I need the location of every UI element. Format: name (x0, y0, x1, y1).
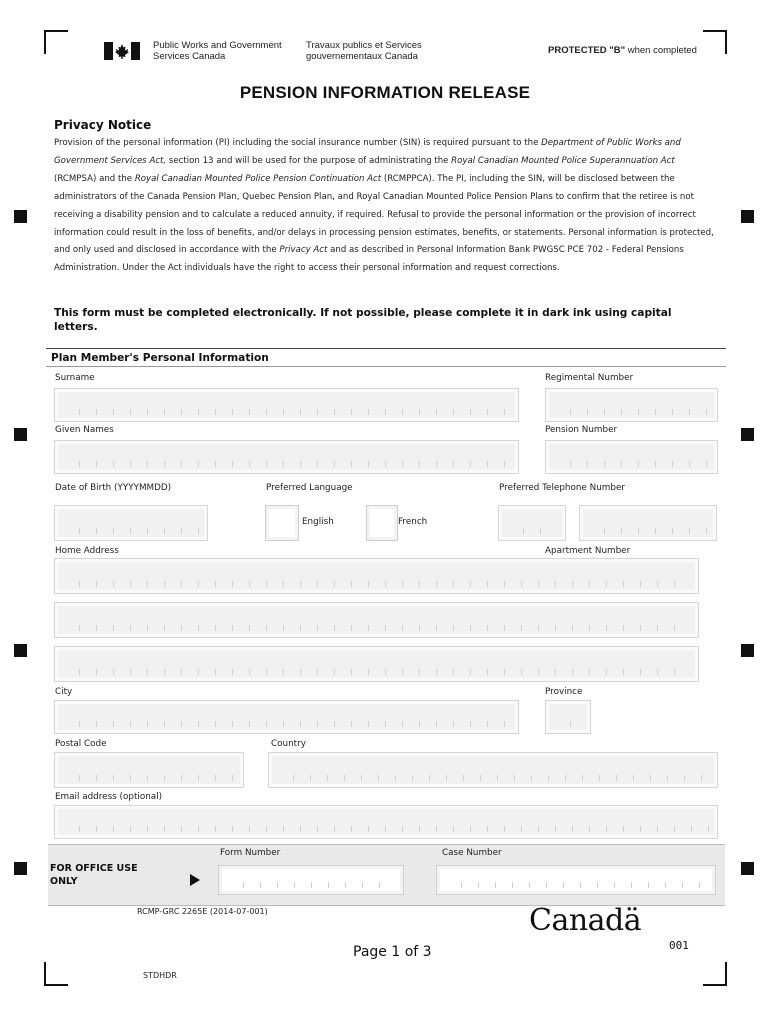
postal-code-field[interactable] (54, 752, 244, 788)
pension-number-label: Pension Number (545, 425, 618, 435)
province-label: Province (545, 687, 583, 697)
case-number-label: Case Number (442, 848, 502, 858)
section-heading: Plan Member's Personal Information (51, 352, 269, 364)
given-names-label: Given Names (55, 425, 114, 435)
office-use-label: FOR OFFICE USE ONLY (50, 863, 138, 887)
province-field[interactable] (545, 700, 591, 734)
registration-mark (14, 428, 27, 441)
telephone-number-field[interactable] (579, 505, 717, 541)
registration-mark (741, 210, 754, 223)
crop-mark-top-right (703, 30, 727, 54)
registration-mark (741, 428, 754, 441)
form-number-field[interactable] (218, 865, 404, 895)
city-field[interactable] (54, 700, 519, 734)
form-number-label: Form Number (220, 848, 281, 858)
arrow-right-icon (190, 874, 200, 886)
home-address-line1-field[interactable] (54, 558, 699, 594)
english-option-label: English (302, 517, 334, 527)
registration-mark (14, 644, 27, 657)
registration-mark (741, 644, 754, 657)
email-label: Email address (optional) (55, 792, 163, 802)
home-address-label: Home Address (55, 546, 119, 556)
registration-mark (14, 862, 27, 875)
country-field[interactable] (268, 752, 718, 788)
city-label: City (55, 687, 73, 697)
crop-mark-bottom-left (44, 962, 68, 986)
stdhdr-code: STDHDR (143, 971, 177, 980)
apartment-number-label: Apartment Number (545, 546, 631, 556)
date-of-birth-field[interactable] (54, 505, 208, 541)
form-title: PENSION INFORMATION RELEASE (239, 83, 531, 102)
sequence-number: 001 (669, 939, 689, 952)
country-label: Country (271, 739, 306, 749)
surname-label: Surname (55, 373, 95, 383)
date-of-birth-label: Date of Birth (YYYYMMDD) (55, 483, 172, 493)
postal-code-label: Postal Code (55, 739, 107, 749)
registration-mark (741, 862, 754, 875)
email-field[interactable] (54, 805, 718, 839)
privacy-notice-heading: Privacy Notice (54, 118, 152, 132)
regimental-number-field[interactable] (545, 388, 718, 422)
completion-instruction: This form must be completed electronically. If not possible, please complete it in dark ink using capital letters. (54, 307, 672, 333)
regimental-number-label: Regimental Number (545, 373, 634, 383)
french-checkbox[interactable] (366, 505, 398, 541)
given-names-field[interactable] (54, 440, 519, 474)
section-divider (46, 348, 726, 349)
preferred-telephone-label: Preferred Telephone Number (499, 483, 625, 493)
crop-mark-bottom-right (703, 962, 727, 986)
department-name-en: Public Works and Government Services Canada (153, 40, 282, 62)
section-divider (46, 366, 726, 367)
department-name-fr: Travaux publics et Services gouvernementaux Canada (306, 40, 422, 62)
crop-mark-top-left (44, 30, 68, 54)
registration-mark (14, 210, 27, 223)
home-address-line3-field[interactable] (54, 646, 699, 682)
preferred-language-label: Preferred Language (266, 483, 353, 493)
canada-wordmark: Canadä (529, 903, 642, 938)
case-number-field[interactable] (436, 865, 716, 895)
surname-field[interactable] (54, 388, 519, 422)
french-option-label: French (398, 517, 428, 527)
english-checkbox[interactable] (265, 505, 299, 541)
pension-number-field[interactable] (545, 440, 718, 474)
form-code: RCMP-GRC 2265E (2014-07-001) (137, 907, 268, 916)
telephone-area-code-field[interactable] (498, 505, 566, 541)
protected-b-notice: PROTECTED "B" when completed (548, 45, 697, 56)
privacy-notice-text: Provision of the personal information (PI) including the social insurance number (SIN) is required pursuant to the Department of Public Works and Government Services Act, section 13 and will be used for the purpose of administrating the Royal Canadian Mounted Police Superannuation Act (RCMPSA) and the Royal Canadian Mounted Police Pension Continuation Act (RCMPPCA). The PI, including the SIN, will be disclosed between the administrators of the Canada Pension Plan, Quebec Pension Plan, and Royal Canadian Mounted Police Pension Plans to confirm that the retiree is not receiving a disability pension and to calculate a reduced annuity, if required. Refusal to provide the personal information or the provision of incorrect information could result in the loss of benefits, and/or delays in processing pension estimates, benefits, or statements. Personal information is protected, and only used and disclosed in accordance with the Privacy Act and as described in Personal Information Bank PWGSC PCE 702 - Federal Pensions Administration. Under the Act individuals have the right to access their personal information and request corrections. (54, 138, 714, 274)
home-address-line2-field[interactable] (54, 602, 699, 638)
page-number: Page 1 of 3 (353, 944, 432, 960)
canada-flag-icon (104, 42, 140, 60)
